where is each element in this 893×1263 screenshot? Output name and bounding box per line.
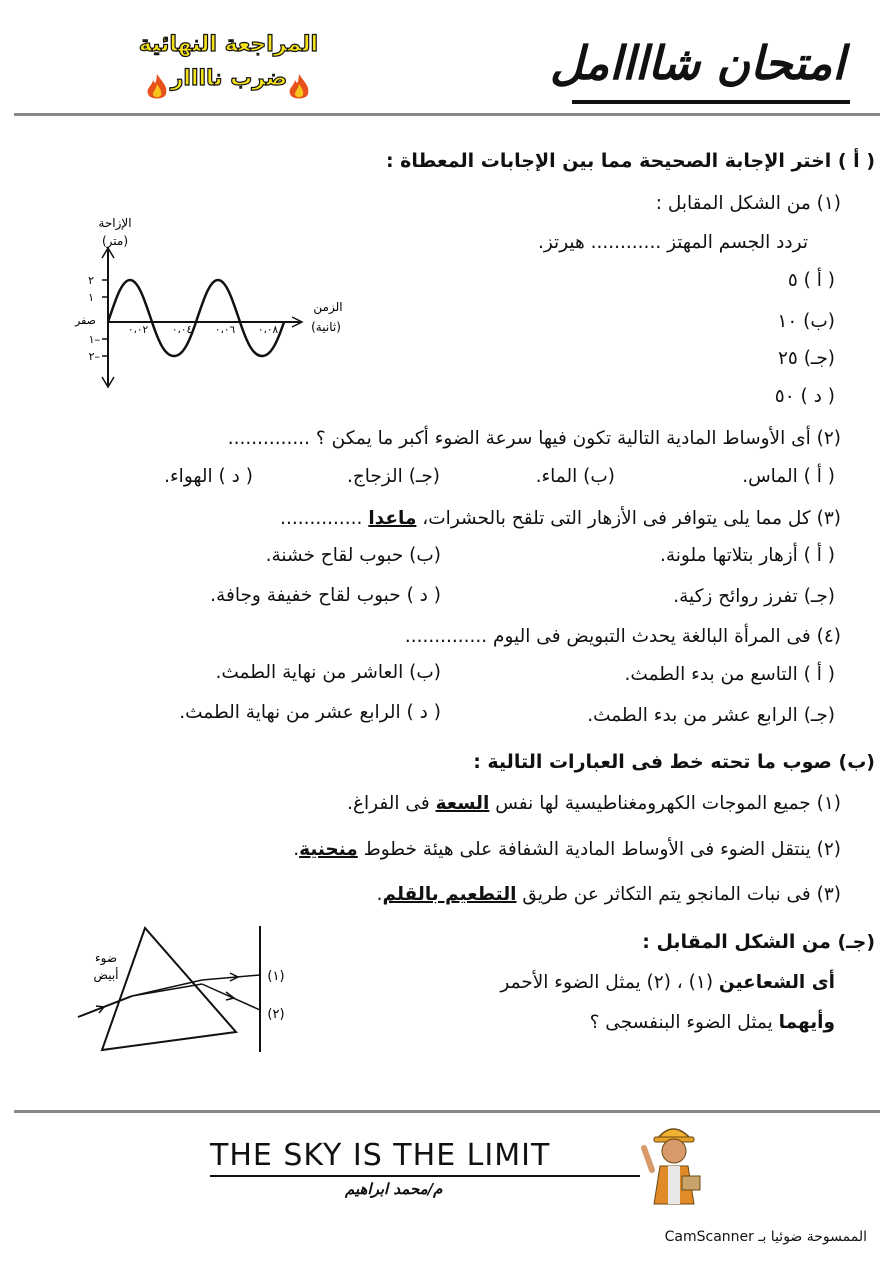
q2-option-d[interactable]: ( د ) الهواء. [164, 466, 253, 487]
s1-after: فى الفراغ. [347, 793, 436, 814]
q1-option-d[interactable]: ( د ) ٥٠ [774, 386, 835, 407]
fire-icon [286, 72, 312, 102]
s3-after: . [376, 884, 383, 905]
slogan-underline [210, 1175, 640, 1177]
c2-rest: يمثل الضوء البنفسجى ؟ [589, 1012, 779, 1033]
title-underline [572, 100, 850, 104]
q1-text: (١) من الشكل المقابل : [655, 193, 841, 214]
correct-statement-2 [293, 839, 841, 860]
q4-option-a[interactable]: ( أ ) التاسع من بدء الطمث. [624, 664, 835, 685]
wave-curve [108, 280, 284, 356]
prism-diagram [70, 922, 300, 1054]
header-divider [14, 113, 880, 116]
q3-option-a[interactable]: ( أ ) أزهار بتلاتها ملونة. [659, 545, 835, 566]
author-signature: م/محمد ابراهيم [345, 1180, 443, 1198]
x-tick-4: ٠،٠٨ [257, 324, 279, 336]
graph-ylabel: الإزاحة [98, 216, 132, 230]
q3-text-after: .............. [280, 508, 369, 529]
footer-divider [14, 1110, 880, 1113]
q3-option-b[interactable]: (ب) حبوب لقاح خشنة. [265, 545, 441, 566]
c2-bold: وأيهما [778, 1012, 835, 1033]
q3-option-c[interactable]: (جـ) تفرز روائح زكية. [673, 586, 835, 607]
x-tick-2: ٠،٠٤ [171, 324, 193, 336]
q1-option-b[interactable]: (ب) ١٠ [777, 311, 835, 332]
exam-title: امتحان شاااامل [549, 36, 845, 90]
graph-xlabel: الزمن [313, 300, 343, 314]
x-tick-3: ٠،٠٦ [214, 324, 236, 336]
white-light-label-1: ضوء [94, 951, 118, 965]
section-b-heading: (ب) صوب ما تحته خط فى العبارات التالية : [473, 751, 875, 773]
q2-option-c[interactable]: (جـ) الزجاج. [346, 466, 440, 487]
s1-before: (١) جميع الموجات الكهرومغناطيسية لها نفس [489, 793, 841, 814]
q2-option-a[interactable]: ( أ ) الماس. [742, 466, 835, 487]
badge-line-2: ضرب ناااار [170, 66, 288, 91]
y-tick-1: ١ [88, 291, 94, 304]
y-tick-neg2: ٢– [88, 350, 100, 363]
q2-text: (٢) أى الأوساط المادية التالية تكون فيها سرعة الضوء أكبر ما يمكن ؟ .............. [227, 428, 841, 449]
ray-2-outside [202, 984, 260, 1010]
c1-rest: (١) ، (٢) يمثل الضوء الأحمر [500, 972, 719, 993]
engineer-mascot-icon [638, 1118, 708, 1208]
ray-2-label: (٢) [267, 1007, 285, 1022]
c1-bold: أى الشعاعين [718, 972, 835, 993]
s2-underlined: منحنية [299, 839, 358, 860]
section-c-heading: (جـ) من الشكل المقابل : [642, 931, 875, 953]
graph-yunit: (متر) [101, 234, 129, 248]
fire-icon-left [144, 72, 170, 102]
section-a-heading: ( أ ) اختر الإجابة الصحيحة مما بين الإجابات المعطاة : [385, 150, 875, 172]
q1-option-a[interactable]: ( أ ) ٥ [787, 270, 835, 291]
y-tick-2: ٢ [88, 274, 94, 287]
q4-option-b[interactable]: (ب) العاشر من نهاية الطمث. [215, 662, 441, 683]
white-light-label-2: أبيض [93, 968, 119, 982]
section-c-line-2 [590, 1012, 835, 1033]
q1-option-c[interactable]: (جـ) ٢٥ [777, 348, 835, 369]
badge-line-1: المراجعة النهائية [138, 32, 318, 57]
correct-statement-3 [377, 884, 841, 905]
s3-before: (٣) فى نبات المانجو يتم التكاثر عن طريق [516, 884, 841, 905]
q3-text-before: (٣) كل مما يلى يتوافر فى الأزهار التى تلقح بالحشرات، [416, 508, 841, 529]
q4-option-c[interactable]: (جـ) الرابع عشر من بدء الطمث. [587, 705, 835, 726]
q3-text [280, 508, 841, 529]
q4-text: (٤) فى المرأة البالغة يحدث التبويض فى اليوم .............. [404, 626, 841, 647]
x-tick-1: ٠،٠٢ [127, 324, 149, 336]
ray-1-outside [202, 975, 260, 980]
y-tick-neg1: ١– [88, 333, 100, 346]
q1-stem: تردد الجسم المهتز ............ هيرتز. [537, 232, 808, 253]
ray-2-inside [132, 984, 202, 996]
ray-1-label: (١) [267, 969, 285, 984]
section-c-line-1 [500, 972, 835, 993]
correct-statement-1 [347, 793, 841, 814]
s2-after: . [293, 839, 300, 860]
q3-except-word: ماعدا [368, 508, 417, 529]
zero-label: صفر [75, 314, 96, 327]
q3-option-d[interactable]: ( د ) حبوب لقاح خفيفة وجافة. [210, 585, 441, 606]
review-badge [140, 30, 318, 106]
s2-before: (٢) ينتقل الضوء فى الأوساط المادية الشفافة على هيئة خطوط [357, 839, 841, 860]
q2-option-b[interactable]: (ب) الماء. [535, 466, 615, 487]
displacement-time-graph [60, 205, 360, 400]
s3-underlined: التطعيم بالقلم [382, 884, 517, 905]
s1-underlined: السعة [435, 793, 490, 814]
slogan: THE SKY IS THE LIMIT [210, 1138, 551, 1173]
camscanner-watermark: الممسوحة ضوئيا بـ CamScanner [664, 1229, 867, 1245]
q4-option-d[interactable]: ( د ) الرابع عشر من نهاية الطمث. [179, 702, 441, 723]
graph-xunit: (ثانية) [311, 320, 341, 334]
